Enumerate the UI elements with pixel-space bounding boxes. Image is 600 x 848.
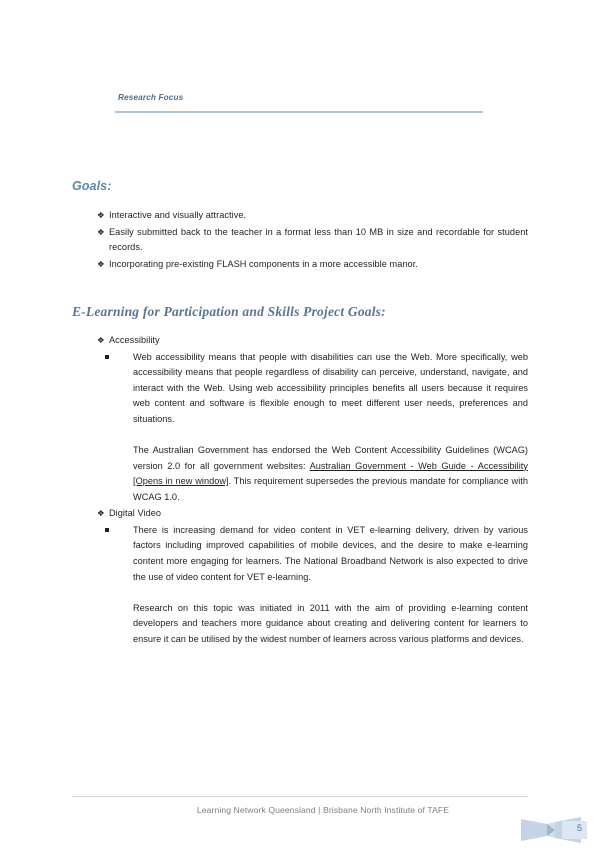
running-header (115, 92, 485, 113)
paragraph-tail: . This requirement supersedes the previous mandate for compliance with WCAG 1.0. (133, 476, 528, 502)
goals-item-text: Easily submitted back to the teacher in a format less than 10 MB in size and recordable for student records. (109, 226, 528, 252)
running-header-title: Research Focus (118, 93, 184, 102)
accessibility-detail-list (72, 350, 528, 506)
diamond-bullet-icon: ❖ (97, 226, 105, 237)
document-body (72, 178, 528, 648)
paragraph (133, 443, 528, 505)
page-number: 5 (576, 823, 582, 833)
running-header-rule (115, 111, 483, 113)
goals-item-text: Interactive and visually attractive. (109, 210, 247, 220)
square-bullet-icon (105, 528, 109, 532)
list-item (105, 350, 528, 506)
diamond-bullet-icon: ❖ (97, 210, 105, 220)
diamond-bullet-icon: ❖ (97, 258, 105, 269)
page-number-badge (521, 816, 589, 844)
list-item (72, 333, 528, 349)
paragraph-lead: The Australian Government has endorsed the Web Content Accessibility Guidelines (WCAG) version 2.0 for all government websites: (133, 444, 528, 471)
section-spacer (72, 273, 528, 303)
paragraph: Research on this topic was initiated in 2011 with the aim of providing e-learning content developers and teachers more guidance about creating and delivering content for learners to ensure it can be utilised by the widest number of learners across various platforms and devices. (133, 602, 528, 644)
topic-label: Accessibility (109, 335, 160, 345)
list-item (72, 506, 528, 522)
paragraph: Web accessibility means that people with disabilities can use the Web. More specifically, web accessibility means that people regardless of disability can perceive, understand, navigate, and interact with the Web. Using web accessibility principles benefits all users because it requires web content and software is flexible enough to meet different user needs, preferences and situations. (133, 351, 528, 424)
paragraph: There is increasing demand for video content in VET e-learning delivery, driven by various factors including improved capabilities of mobile devices, and the desire to make e-learning content more engaging for learners. The National Broadband Network is also expected to drive the use of video content for VET e-learning. (133, 524, 528, 582)
square-bullet-icon (105, 355, 109, 359)
accessibility-body (133, 350, 528, 506)
list-item (72, 208, 528, 224)
diamond-bullet-icon: ❖ (97, 335, 105, 345)
list-item (72, 225, 528, 256)
digital-video-detail-list (72, 523, 528, 648)
topic-label: Digital Video (109, 508, 162, 519)
goals-list (72, 208, 528, 272)
diamond-bullet-icon: ❖ (97, 508, 105, 519)
project-goals-list (72, 333, 528, 648)
footer-rule (72, 796, 528, 797)
goals-heading: Goals: (72, 179, 112, 193)
digital-video-body (133, 523, 528, 648)
page-footer (72, 796, 528, 816)
project-goals-heading: E-Learning for Participation and Skills Project Goals: (72, 304, 386, 319)
accessibility-link[interactable]: Australian Government - Web Guide - Accessibility [Opens in new window] (133, 460, 528, 487)
goals-item-text: Incorporating pre-existing FLASH components in a more accessible manor. (109, 258, 418, 269)
footer-text: Learning Network Queensland | Brisbane North Institute of TAFE (196, 805, 450, 815)
list-item (72, 257, 528, 273)
list-item (105, 523, 528, 648)
